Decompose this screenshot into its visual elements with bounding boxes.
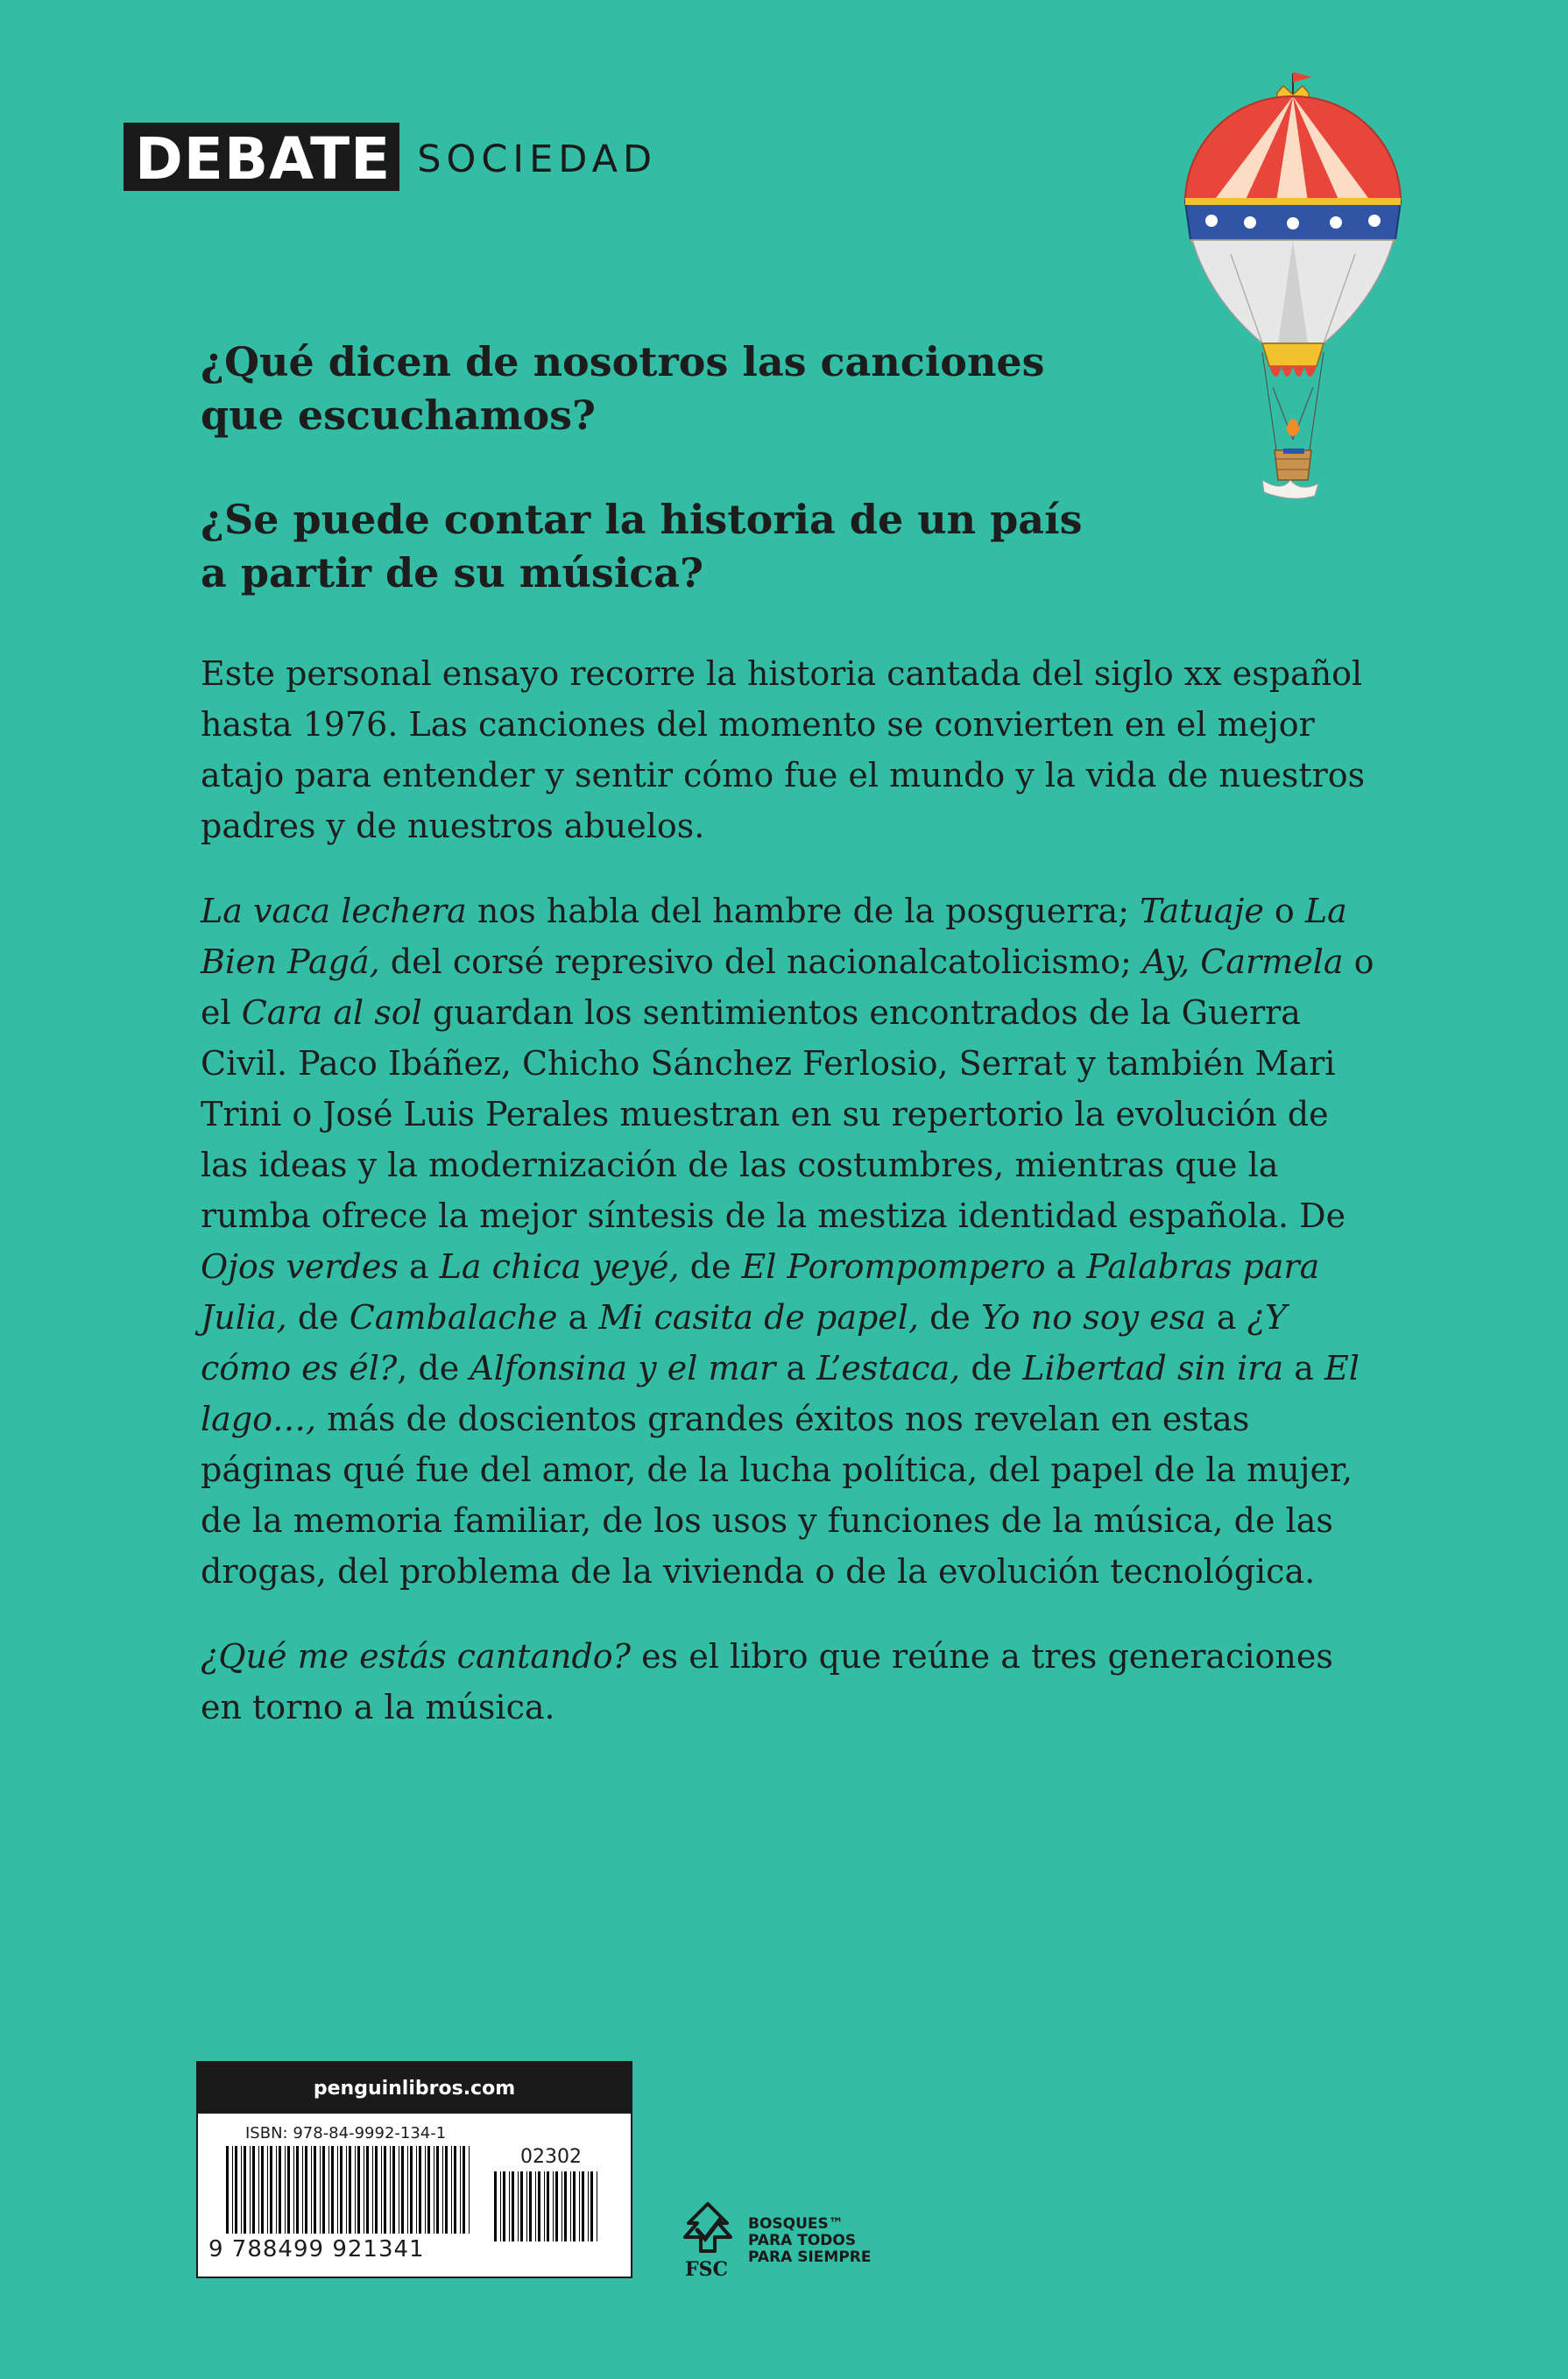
question-1-line-2: que escuchamos?	[201, 392, 596, 439]
barcode-stripe	[337, 2146, 338, 2234]
text-run: del corsé represivo del nacionalcatolicismo;	[379, 942, 1142, 981]
song-title: ¿Y cómo es él?	[201, 1298, 1288, 1387]
website-label: penguinlibros.com	[198, 2063, 631, 2114]
text-run: a	[1205, 1298, 1247, 1337]
barcode-stripe	[346, 2146, 347, 2234]
barcode-stripe	[390, 2146, 391, 2234]
barcode-stripe	[526, 2171, 527, 2241]
barcode-stripe	[503, 2171, 505, 2241]
barcode-block	[196, 2061, 632, 2278]
barcode-stripe	[582, 2171, 584, 2241]
text-run: o el	[201, 942, 1374, 1032]
barcode-stripe	[328, 2146, 329, 2234]
text-run: de	[919, 1298, 982, 1337]
barcode-stripe	[226, 2146, 229, 2234]
song-title: La chica yeyé,	[439, 1247, 680, 1286]
barcode-stripe	[425, 2146, 426, 2234]
collection-name: SOCIEDAD	[417, 138, 658, 181]
barcode-stripe	[261, 2146, 264, 2234]
blurb	[201, 648, 1374, 1767]
song-title: Yo no soy esa	[981, 1298, 1206, 1337]
barcode-stripe	[349, 2146, 351, 2234]
barcode-stripe	[302, 2146, 303, 2234]
fsc-slogan-line-2: PARA TODOS	[748, 2232, 857, 2249]
question-1-line-1: ¿Qué dicen de nosotros las canciones	[201, 338, 1045, 385]
text-run: a	[775, 1349, 817, 1387]
barcode-stripe	[392, 2146, 395, 2234]
song-title: Cara al sol	[241, 993, 422, 1032]
barcode-stripe	[267, 2146, 268, 2234]
barcode-stripe	[535, 2171, 536, 2241]
barcode-stripe	[555, 2171, 558, 2241]
barcode-stripe	[494, 2171, 497, 2241]
barcode-stripe	[573, 2171, 576, 2241]
fsc-badge	[673, 2197, 892, 2284]
barcode-stripe	[570, 2171, 571, 2241]
barcode-stripe	[454, 2146, 456, 2234]
song-title: Alfonsina y el mar	[470, 1349, 776, 1387]
question-2	[201, 493, 1082, 600]
text-run: , de	[397, 1349, 470, 1387]
song-title: El Porompompero	[741, 1247, 1046, 1286]
barcode-stripe	[451, 2146, 452, 2234]
text-run: a	[1045, 1247, 1087, 1286]
ean-number: 9 788499 921341	[208, 2236, 425, 2263]
barcode-stripe	[509, 2171, 510, 2241]
barcode-stripe	[305, 2146, 307, 2234]
barcode-stripe	[366, 2146, 369, 2234]
barcode-stripe	[252, 2146, 255, 2234]
barcode-stripe	[410, 2146, 413, 2234]
barcode-stripe	[311, 2146, 312, 2234]
barcode-stripe	[276, 2146, 277, 2234]
song-title: El lago…,	[201, 1349, 1360, 1438]
tree-check-icon	[673, 2197, 743, 2258]
barcode-stripe	[538, 2171, 540, 2241]
addon-barcode	[492, 2171, 606, 2241]
song-title: Tatuaje	[1140, 892, 1264, 930]
barcode-stripe	[285, 2146, 286, 2234]
barcode-stripe	[518, 2171, 519, 2241]
text-run: de	[286, 1298, 350, 1337]
barcode-stripe	[553, 2171, 554, 2241]
fsc-slogan	[748, 2216, 871, 2266]
barcode-stripe	[544, 2171, 545, 2241]
barcode-stripe	[381, 2146, 382, 2234]
song-title: Ay, Carmela	[1141, 942, 1344, 981]
barcode-stripe	[460, 2146, 461, 2234]
blurb-paragraph-3	[201, 1631, 1374, 1733]
fsc-slogan-line-3: PARA SIEMPRE	[748, 2248, 872, 2266]
song-title: Libertad sin ira	[1022, 1349, 1284, 1387]
text-run: más de doscientos grandes éxitos nos revelan en estas páginas qué fue del amor, de la lucha política, del papel de la mujer, de la memoria familiar, de los usos y funciones de la música, de las drogas, del problema de la vivienda o de la evolución tecnológica.	[201, 1400, 1353, 1591]
text-run: o	[1263, 892, 1305, 930]
barcode-stripe	[241, 2146, 242, 2234]
barcode-stripe	[384, 2146, 386, 2234]
hot-air-balloon-illustration	[1178, 54, 1467, 536]
song-title: L’estaca,	[816, 1349, 961, 1387]
barcode-stripe	[436, 2146, 439, 2234]
barcode-stripe	[340, 2146, 343, 2234]
barcode-stripe	[235, 2146, 237, 2234]
text-run: de	[679, 1247, 742, 1286]
song-title: Cambalache	[349, 1298, 558, 1337]
song-title: La Bien Pagá,	[201, 892, 1347, 981]
publisher-logo	[124, 123, 657, 191]
fsc-label: FSC	[685, 2258, 729, 2281]
price-code: 02302	[520, 2146, 582, 2168]
book-title: ¿Qué me estás cantando?	[201, 1637, 632, 1676]
barcode-stripe	[442, 2146, 443, 2234]
barcode-stripe	[407, 2146, 408, 2234]
barcode-stripe	[500, 2171, 501, 2241]
barcode-stripe	[357, 2146, 360, 2234]
song-title: La vaca lechera	[201, 892, 467, 930]
text-run: a	[398, 1247, 440, 1286]
question-1	[201, 335, 1045, 442]
barcode-stripe	[322, 2146, 325, 2234]
question-2-line-1: ¿Se puede contar la historia de un país	[201, 496, 1083, 543]
barcode-stripe	[401, 2146, 404, 2234]
barcode-stripe	[427, 2146, 430, 2234]
barcode-stripe	[314, 2146, 316, 2234]
barcode-stripe	[590, 2171, 593, 2241]
barcode-stripe	[469, 2146, 470, 2234]
barcode-stripe	[279, 2146, 281, 2234]
barcode-stripe	[547, 2171, 549, 2241]
barcode-stripe	[296, 2146, 299, 2234]
barcode-stripe	[258, 2146, 259, 2234]
brand-name: DEBATE	[124, 123, 399, 191]
text-run: es el libro que reúne a tres generaciones en torno a la música.	[201, 1637, 1333, 1726]
barcode-stripe	[520, 2171, 523, 2241]
text-run: de	[960, 1349, 1023, 1387]
barcode-stripe	[355, 2146, 356, 2234]
barcode-stripe	[419, 2146, 421, 2234]
barcode-stripe	[293, 2146, 294, 2234]
barcode-stripe	[564, 2171, 567, 2241]
text-run: a	[1283, 1349, 1324, 1387]
barcode-stripe	[445, 2146, 448, 2234]
fsc-slogan-line-1: BOSQUES™	[748, 2215, 844, 2233]
song-title: Mi casita de papel,	[598, 1298, 920, 1337]
barcode-stripe	[529, 2171, 532, 2241]
barcode-stripe	[250, 2146, 251, 2234]
song-title: Palabras para Julia,	[201, 1247, 1320, 1337]
isbn-text: ISBN: 978-84-9992-134-1	[245, 2124, 447, 2143]
ean-barcode	[224, 2146, 478, 2234]
barcode-stripe	[375, 2146, 378, 2234]
barcode-stripe	[372, 2146, 373, 2234]
question-2-line-2: a partir de su música?	[201, 549, 704, 597]
text-run: guardan los sentimientos encontrados de la Guerra Civil. Paco Ibáñez, Chicho Sánchez Ferlosio, Serrat y también Mari Trini o José Luis Perales muestran en su repertorio la evolución de las ideas y la modernización de las costumbres, mientras que la rumba ofrece la mejor síntesis de la mestiza identidad española. De	[201, 993, 1346, 1235]
song-title: Ojos verdes	[201, 1247, 399, 1286]
barcode-stripe	[320, 2146, 321, 2234]
barcode-stripe	[287, 2146, 290, 2234]
barcode-stripe	[331, 2146, 334, 2234]
barcode-stripe	[416, 2146, 417, 2234]
barcode-stripe	[270, 2146, 272, 2234]
blurb-paragraph-2	[201, 886, 1374, 1597]
barcode-stripe	[244, 2146, 246, 2234]
barcode-stripe	[579, 2171, 580, 2241]
barcode-stripe	[232, 2146, 233, 2234]
text-run: nos habla del hambre de la posguerra;	[466, 892, 1141, 930]
text-run: a	[557, 1298, 599, 1337]
barcode-stripe	[512, 2171, 514, 2241]
barcode-stripe	[463, 2146, 465, 2234]
blurb-paragraph-1: Este personal ensayo recorre la historia cantada del siglo xx español hasta 1976. Las canciones del momento se convierten en el mejor atajo para entender y sentir cómo fue el mundo y la vida de nuestros padres y de nuestros abuelos.	[201, 654, 1366, 845]
barcode-stripe	[588, 2171, 589, 2241]
